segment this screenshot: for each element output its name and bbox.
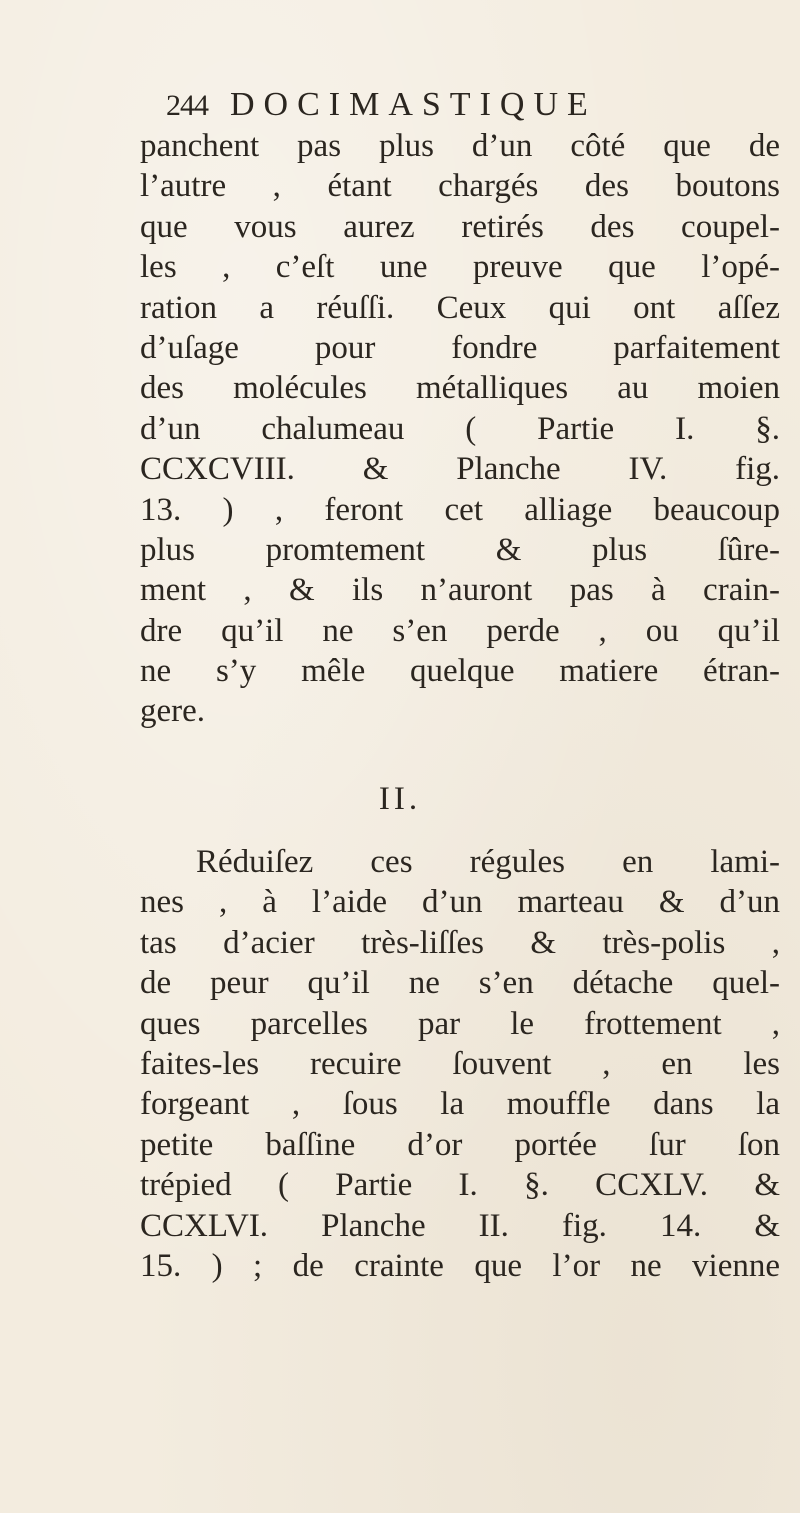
text-line: que vous aurez retirés des coupel-	[140, 208, 780, 245]
running-head: DOCIMASTIQUE	[230, 86, 597, 123]
text-line: CCXLVI. Planche II. fig. 14. &	[140, 1207, 780, 1244]
text-line: plus promtement & plus ſûre-	[140, 531, 780, 568]
text-line: 15. ) ; de crainte que l’or ne vienne	[140, 1247, 780, 1284]
page-number: 244	[166, 89, 208, 122]
text-line: ne s’y mêle quelque matiere étran-	[140, 653, 780, 690]
text-line: gere.	[140, 693, 206, 730]
text-line: d’uſage pour fondre parfaitement	[140, 329, 780, 366]
text-line: panchent pas plus d’un côté que de	[140, 128, 780, 164]
text-line: de peur qu’il ne s’en détache quel-	[140, 965, 780, 1002]
text-line: faites-les recuire ſouvent , en les	[140, 1045, 780, 1082]
text-line: CCXCVIII. & Planche IV. fig.	[140, 451, 780, 488]
paragraph-continued	[140, 126, 780, 732]
text-line: l’autre , étant chargés des boutons	[140, 168, 780, 205]
text-line: forgeant , ſous la mouffle dans la	[140, 1086, 780, 1123]
text-line: ration a réuſſi. Ceux qui ont aſſez	[140, 289, 780, 326]
text-line: dre qu’il ne s’en perde , ou qu’il	[140, 612, 780, 649]
section-number: II.	[378, 781, 422, 817]
text-line: d’un chalumeau ( Partie I. §.	[140, 410, 780, 447]
text-line: 13. ) , feront cet alliage beaucoup	[140, 491, 780, 528]
text-line: des molécules métalliques au moien	[140, 370, 780, 407]
text-line: tas d’acier très-liſſes & très-polis ,	[140, 924, 780, 961]
text-line: ques parcelles par le frottement ,	[140, 1005, 780, 1042]
text-line: Réduiſez ces régules en lami-	[196, 844, 780, 880]
text-line: trépied ( Partie I. §. CCXLV. &	[140, 1167, 780, 1204]
text-line: petite baſſine d’or portée ſur ſon	[140, 1126, 780, 1163]
page-header	[166, 86, 597, 126]
text-line: les , c’eſt une preuve que l’opé-	[140, 249, 780, 286]
paragraph-section-2	[140, 842, 780, 1286]
text-line: nes , à l’aide d’un marteau & d’un	[140, 884, 780, 921]
text-line: ment , & ils n’auront pas à crain-	[140, 572, 780, 609]
